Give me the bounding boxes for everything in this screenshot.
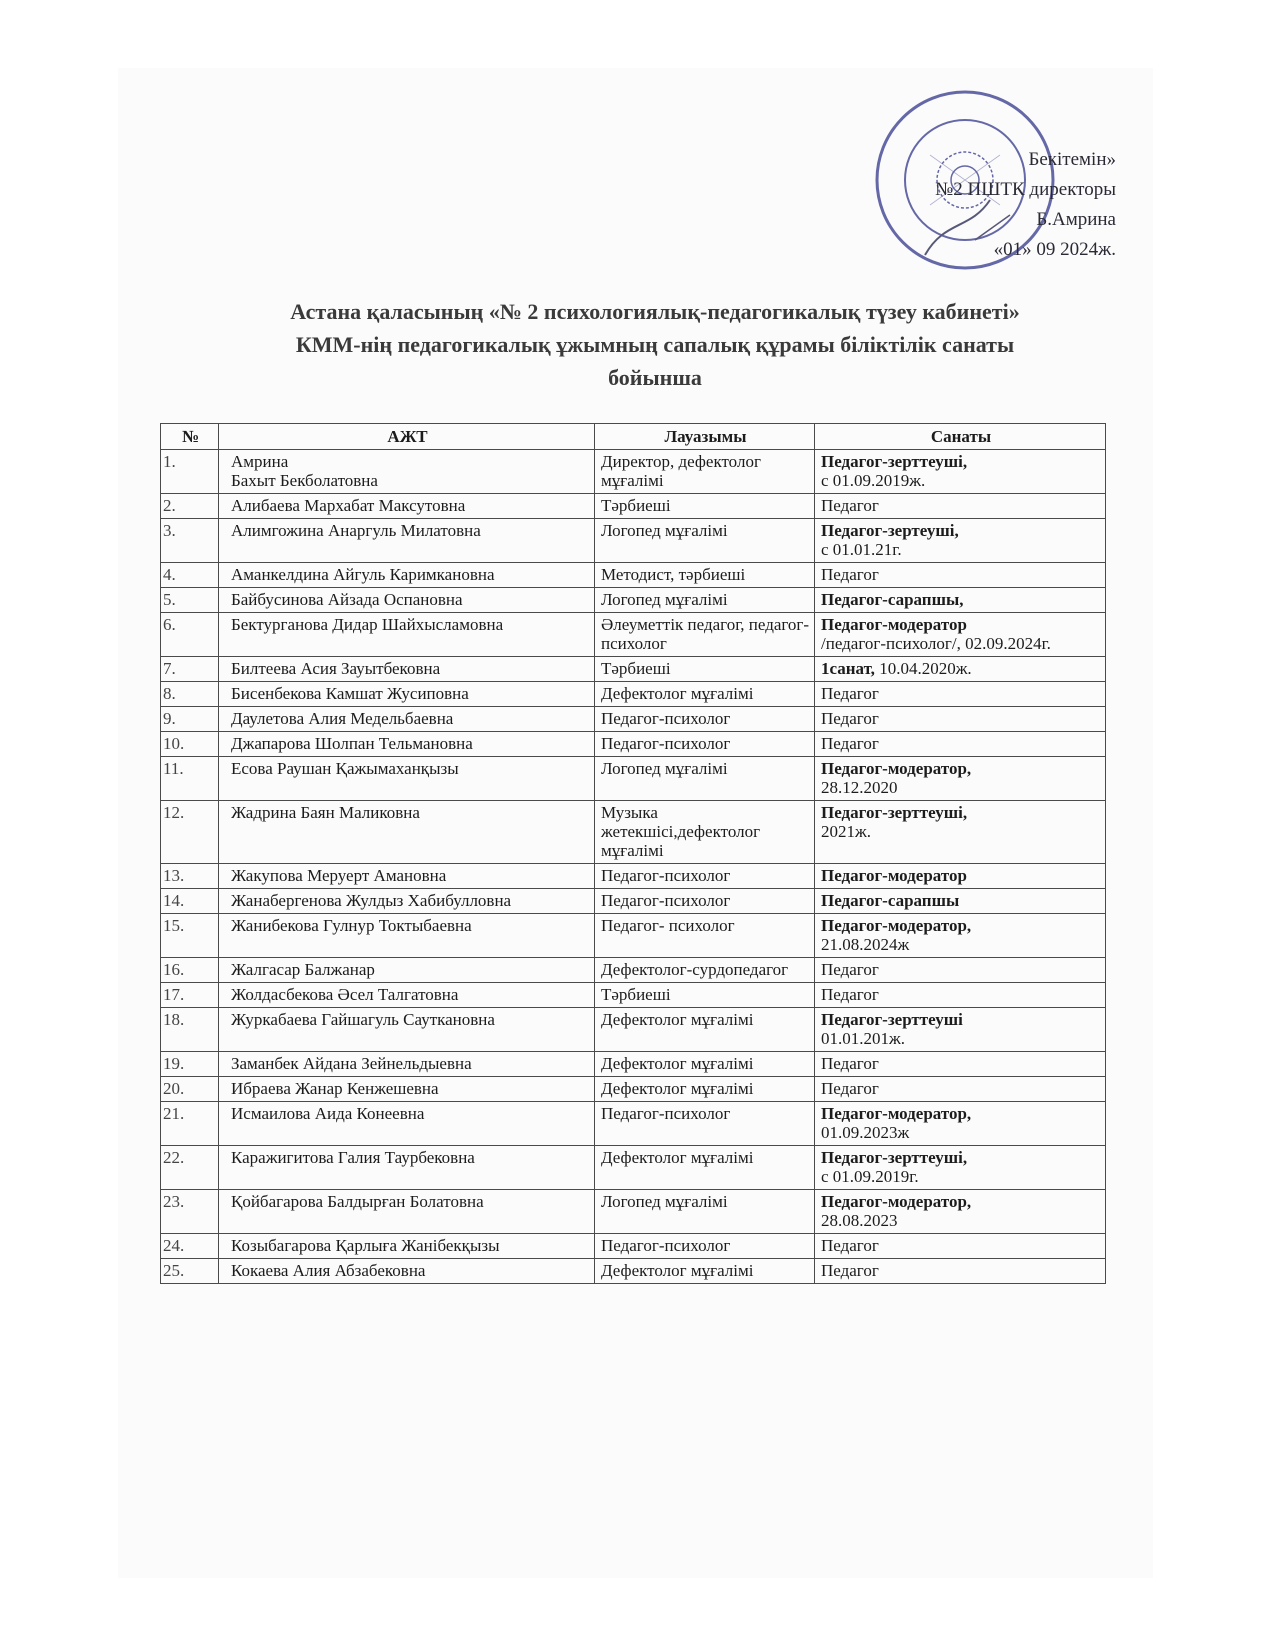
row-category: [815, 864, 1106, 889]
category-detail: Педагог: [821, 985, 879, 1004]
category-detail: 01.01.201ж.: [821, 1029, 905, 1048]
row-position: Дефектолог мұғалімі: [595, 1008, 815, 1052]
row-number: 19.: [161, 1052, 219, 1077]
title-line-3: бойынша: [608, 365, 702, 390]
row-position: Педагог-психолог: [595, 889, 815, 914]
category-level: Педагог-модератор: [821, 615, 967, 634]
approval-date: «01» 09 2024ж.: [993, 239, 1116, 260]
row-position: Тәрбиеші: [595, 494, 815, 519]
row-full-name: Алибаева Мархабат Максутовна: [219, 494, 595, 519]
row-category: [815, 707, 1106, 732]
row-position: Дефектолог-сурдопедагог: [595, 958, 815, 983]
row-category: [815, 801, 1106, 864]
row-number: 7.: [161, 657, 219, 682]
table-row: [161, 1052, 1106, 1077]
row-number: 1.: [161, 450, 219, 494]
table-row: [161, 450, 1106, 494]
title-line-2: КММ-нің педагогикалық ұжымның сапалық құрамы біліктілік санаты: [295, 332, 1015, 357]
row-number: 16.: [161, 958, 219, 983]
row-full-name: Есова Раушан Қажымаханқызы: [219, 757, 595, 801]
row-position: Педагог-психолог: [595, 732, 815, 757]
category-detail: с 01.09.2019ж.: [821, 471, 926, 490]
table-row: [161, 519, 1106, 563]
category-level: 1санат,: [821, 659, 875, 678]
row-number: 10.: [161, 732, 219, 757]
row-full-name: Алимгожина Анаргуль Милатовна: [219, 519, 595, 563]
row-position: Әлеуметтік педагог, педагог-психолог: [595, 613, 815, 657]
table-row: [161, 1102, 1106, 1146]
row-number: 22.: [161, 1146, 219, 1190]
row-category: [815, 889, 1106, 914]
row-position: Педагог-психолог: [595, 707, 815, 732]
row-number: 21.: [161, 1102, 219, 1146]
category-detail: с 01.01.21г.: [821, 540, 902, 559]
header-number: №: [161, 424, 219, 450]
table-row: [161, 864, 1106, 889]
row-number: 14.: [161, 889, 219, 914]
row-category: [815, 1234, 1106, 1259]
category-level: Педагог-модератор,: [821, 916, 972, 935]
row-number: 12.: [161, 801, 219, 864]
row-position: Директор, дефектолог мұғалімі: [595, 450, 815, 494]
category-detail: Педагог: [821, 1236, 879, 1255]
row-full-name: Жакупова Меруерт Амановна: [219, 864, 595, 889]
row-category: [815, 1008, 1106, 1052]
row-position: Логопед мұғалімі: [595, 1190, 815, 1234]
table-row: [161, 914, 1106, 958]
table-row: [161, 958, 1106, 983]
row-number: 25.: [161, 1259, 219, 1284]
row-full-name: Жадрина Баян Маликовна: [219, 801, 595, 864]
row-number: 4.: [161, 563, 219, 588]
row-position: Тәрбиеші: [595, 983, 815, 1008]
category-detail: Педагог: [821, 734, 879, 753]
table-row: [161, 1008, 1106, 1052]
table-row: [161, 588, 1106, 613]
row-full-name: Джапарова Шолпан Тельмановна: [219, 732, 595, 757]
category-level: Педагог-сарапшы: [821, 891, 960, 910]
row-category: [815, 657, 1106, 682]
row-category: [815, 958, 1106, 983]
category-detail: 28.12.2020: [821, 778, 898, 797]
row-full-name: Жанибекова Гулнур Токтыбаевна: [219, 914, 595, 958]
row-position: Методист, тәрбиеші: [595, 563, 815, 588]
header-position: Лауазымы: [595, 424, 815, 450]
category-level: Педагог-зерттеуші,: [821, 452, 968, 471]
row-position: Педагог- психолог: [595, 914, 815, 958]
row-number: 17.: [161, 983, 219, 1008]
table-row: [161, 889, 1106, 914]
table-row: [161, 657, 1106, 682]
row-position: Логопед мұғалімі: [595, 588, 815, 613]
row-full-name: Исмаилова Аида Конеевна: [219, 1102, 595, 1146]
row-category: [815, 450, 1106, 494]
row-category: [815, 1146, 1106, 1190]
row-position: Педагог-психолог: [595, 1102, 815, 1146]
table-row: [161, 682, 1106, 707]
row-number: 20.: [161, 1077, 219, 1102]
title-line-1: Астана қаласының «№ 2 психологиялық-педагогикалық түзеу кабинеті»: [290, 299, 1020, 324]
row-position: Дефектолог мұғалімі: [595, 1146, 815, 1190]
header-category: Санаты: [815, 424, 1106, 450]
row-full-name: Жалгасар Балжанар: [219, 958, 595, 983]
row-full-name: Ибраева Жанар Кенжешевна: [219, 1077, 595, 1102]
row-full-name: Амрина Бахыт Бекболатовна: [219, 450, 595, 494]
row-category: [815, 1052, 1106, 1077]
table-row: [161, 983, 1106, 1008]
category-detail: 28.08.2023: [821, 1211, 898, 1230]
row-position: Логопед мұғалімі: [595, 519, 815, 563]
row-position: Дефектолог мұғалімі: [595, 682, 815, 707]
row-number: 13.: [161, 864, 219, 889]
category-detail: Педагог: [821, 496, 879, 515]
row-full-name: Байбусинова Айзада Оспановна: [219, 588, 595, 613]
category-detail: 01.09.2023ж: [821, 1123, 910, 1142]
table-body: [161, 450, 1106, 1284]
row-full-name: Козыбагарова Қарлыға Жанібекқызы: [219, 1234, 595, 1259]
row-category: [815, 613, 1106, 657]
category-level: Педагог-зерттеуші,: [821, 803, 968, 822]
category-detail: 10.04.2020ж.: [874, 659, 972, 678]
approval-director-title: №2 ПШТК директоры: [935, 179, 1116, 200]
row-full-name: Қойбагарова Балдырған Болатовна: [219, 1190, 595, 1234]
table-row: [161, 1259, 1106, 1284]
approval-block: [870, 80, 1120, 280]
category-level: Педагог-сарапшы,: [821, 590, 964, 609]
category-level: Педагог-модератор,: [821, 1192, 972, 1211]
category-detail: Педагог: [821, 709, 879, 728]
row-number: 23.: [161, 1190, 219, 1234]
category-detail: /педагог-психолог/, 02.09.2024г.: [821, 634, 1051, 653]
row-number: 8.: [161, 682, 219, 707]
row-category: [815, 1190, 1106, 1234]
row-full-name: Каражигитова Галия Таурбековна: [219, 1146, 595, 1190]
category-level: Педагог-модератор,: [821, 759, 972, 778]
row-full-name: Аманкелдина Айгуль Каримкановна: [219, 563, 595, 588]
table-row: [161, 757, 1106, 801]
row-position: Тәрбиеші: [595, 657, 815, 682]
row-position: Логопед мұғалімі: [595, 757, 815, 801]
table-header-row: [161, 424, 1106, 450]
category-level: Педагог-зерттеуші,: [821, 1148, 968, 1167]
approval-approve-label: Бекітемін»: [1028, 149, 1116, 170]
category-detail: с 01.09.2019г.: [821, 1167, 919, 1186]
table-row: [161, 1146, 1106, 1190]
row-full-name: Бектурганова Дидар Шайхысламовна: [219, 613, 595, 657]
row-category: [815, 914, 1106, 958]
category-detail: Педагог: [821, 1079, 879, 1098]
row-full-name: Журкабаева Гайшагуль Сауткановна: [219, 1008, 595, 1052]
row-full-name: Жолдасбекова Әсел Талгатовна: [219, 983, 595, 1008]
row-number: 5.: [161, 588, 219, 613]
category-detail: 21.08.2024ж: [821, 935, 910, 954]
row-full-name: Билтеева Асия Зауытбековна: [219, 657, 595, 682]
table-row: [161, 494, 1106, 519]
row-number: 18.: [161, 1008, 219, 1052]
table-row: [161, 613, 1106, 657]
row-full-name: Жанабергенова Жулдыз Хабибулловна: [219, 889, 595, 914]
category-detail: Педагог: [821, 1054, 879, 1073]
category-detail: Педагог: [821, 1261, 879, 1280]
table-row: [161, 707, 1106, 732]
header-name: АЖТ: [219, 424, 595, 450]
category-detail: Педагог: [821, 684, 879, 703]
table-row: [161, 563, 1106, 588]
table-row: [161, 1234, 1106, 1259]
row-position: Музыка жетекшісі,дефектолог мұғалімі: [595, 801, 815, 864]
row-category: [815, 983, 1106, 1008]
row-category: [815, 494, 1106, 519]
row-number: 2.: [161, 494, 219, 519]
row-category: [815, 1077, 1106, 1102]
table-row: [161, 1077, 1106, 1102]
category-detail: Педагог: [821, 565, 879, 584]
row-full-name: Бисенбекова Камшат Жусиповна: [219, 682, 595, 707]
category-level: Педагог-зертеуші,: [821, 521, 959, 540]
table-row: [161, 801, 1106, 864]
row-number: 9.: [161, 707, 219, 732]
document-title: [205, 295, 1105, 394]
staff-table: [160, 423, 1106, 1284]
row-full-name: Заманбек Айдана Зейнельдыевна: [219, 1052, 595, 1077]
row-position: Дефектолог мұғалімі: [595, 1052, 815, 1077]
row-position: Педагог-психолог: [595, 1234, 815, 1259]
row-category: [815, 519, 1106, 563]
row-number: 15.: [161, 914, 219, 958]
row-full-name: Даулетова Алия Медельбаевна: [219, 707, 595, 732]
table-row: [161, 1190, 1106, 1234]
row-number: 11.: [161, 757, 219, 801]
row-category: [815, 1102, 1106, 1146]
category-level: Педагог-модератор,: [821, 1104, 972, 1123]
table-row: [161, 732, 1106, 757]
row-category: [815, 682, 1106, 707]
approval-director-name: Б.Амрина: [1036, 209, 1116, 230]
category-level: Педагог-модератор: [821, 866, 967, 885]
row-category: [815, 1259, 1106, 1284]
row-category: [815, 732, 1106, 757]
row-position: Дефектолог мұғалімі: [595, 1077, 815, 1102]
row-number: 3.: [161, 519, 219, 563]
row-position: Педагог-психолог: [595, 864, 815, 889]
row-category: [815, 563, 1106, 588]
category-detail: 2021ж.: [821, 822, 871, 841]
row-number: 24.: [161, 1234, 219, 1259]
row-category: [815, 757, 1106, 801]
row-full-name: Кокаева Алия Абзабековна: [219, 1259, 595, 1284]
category-detail: Педагог: [821, 960, 879, 979]
row-number: 6.: [161, 613, 219, 657]
row-category: [815, 588, 1106, 613]
category-level: Педагог-зерттеуші: [821, 1010, 963, 1029]
row-position: Дефектолог мұғалімі: [595, 1259, 815, 1284]
